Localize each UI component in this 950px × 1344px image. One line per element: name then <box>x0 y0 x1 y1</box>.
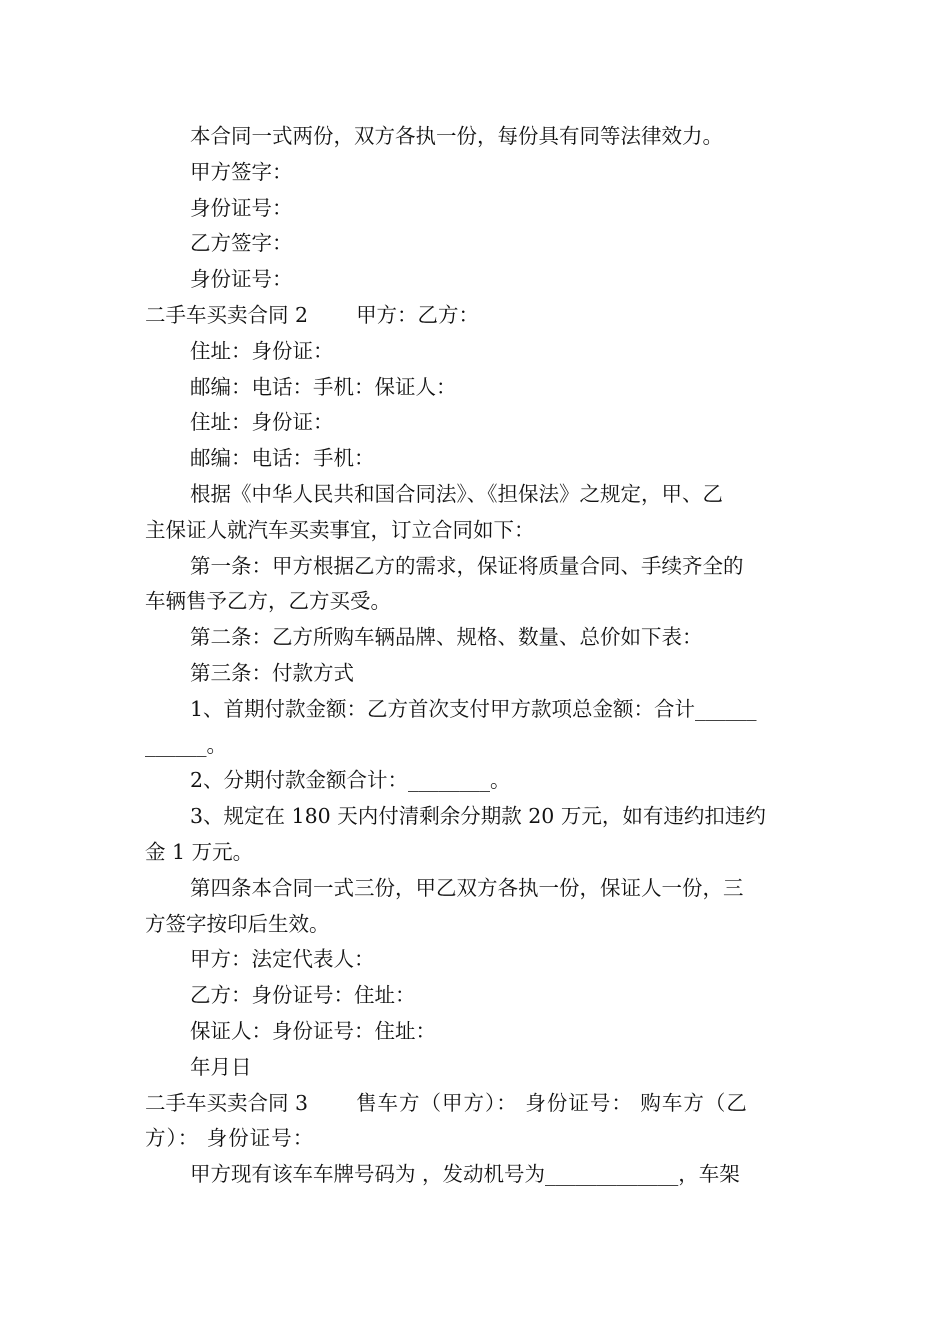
paragraph-line: 3、规定在 180 天内付清剩余分期款 20 万元，如有违约扣违约 <box>190 804 766 829</box>
paragraph-line: 方签字按印后生效。 <box>145 911 330 936</box>
paragraph-line: 第三条：付款方式 <box>190 660 354 685</box>
section-heading-line <box>145 1086 805 1122</box>
paragraph-line: 邮编：电话：手机：保证人： <box>190 374 457 399</box>
document-body <box>145 119 805 1193</box>
paragraph-line: 年月日 <box>190 1054 252 1079</box>
paragraph-line: 乙方签字： <box>190 231 293 256</box>
paragraph-line: 保证人：身份证号：住址： <box>190 1018 436 1043</box>
paragraph-line: 第一条：甲方根据乙方的需求，保证将质量合同、手续齐全的 <box>190 553 744 578</box>
paragraph-line: 甲方签字： <box>190 159 293 184</box>
paragraph-line: 邮编：电话：手机： <box>190 446 375 471</box>
paragraph-line: 车辆售予乙方，乙方买受。 <box>145 589 391 614</box>
heading-parties: 售车方（甲方）： 身份证号： 购车方（乙 <box>356 1090 748 1115</box>
paragraph-line: 甲方：法定代表人： <box>190 947 375 972</box>
paragraph-line: 方）： 身份证号： <box>145 1126 315 1151</box>
paragraph-line: ______。 <box>145 732 227 757</box>
paragraph-line: 金 1 万元。 <box>145 839 254 864</box>
paragraph-line: 身份证号： <box>190 195 293 220</box>
section-heading-line <box>145 298 805 334</box>
heading-parties: 甲方：乙方： <box>356 302 480 327</box>
paragraph-line: 住址：身份证： <box>190 338 334 363</box>
section-heading: 二手车买卖合同 3 <box>145 1090 309 1115</box>
paragraph-line: 1、首期付款金额：乙方首次支付甲方款项总金额：合计______ <box>190 696 757 721</box>
paragraph-line: 甲方现有该车车牌号码为 ，发动机号为_____________，车架 <box>190 1162 740 1187</box>
paragraph-line: 第四条本合同一式三份，甲乙双方各执一份，保证人一份，三 <box>190 875 744 900</box>
paragraph-line: 身份证号： <box>190 267 293 292</box>
paragraph-line: 主保证人就汽车买卖事宜，订立合同如下： <box>145 517 535 542</box>
paragraph-line: 本合同一式两份，双方各执一份，每份具有同等法律效力。 <box>190 124 723 148</box>
paragraph-line: 第二条：乙方所购车辆品牌、规格、数量、总价如下表： <box>190 625 703 650</box>
paragraph-line: 2、分期付款金额合计：________。 <box>190 768 511 793</box>
paragraph-line: 乙方：身份证号：住址： <box>190 983 416 1008</box>
paragraph-line: 住址：身份证： <box>190 410 334 435</box>
paragraph-line: 根据《中华人民共和国合同法》、《担保法》之规定，甲、乙 <box>190 481 723 506</box>
section-heading: 二手车买卖合同 2 <box>145 302 309 327</box>
